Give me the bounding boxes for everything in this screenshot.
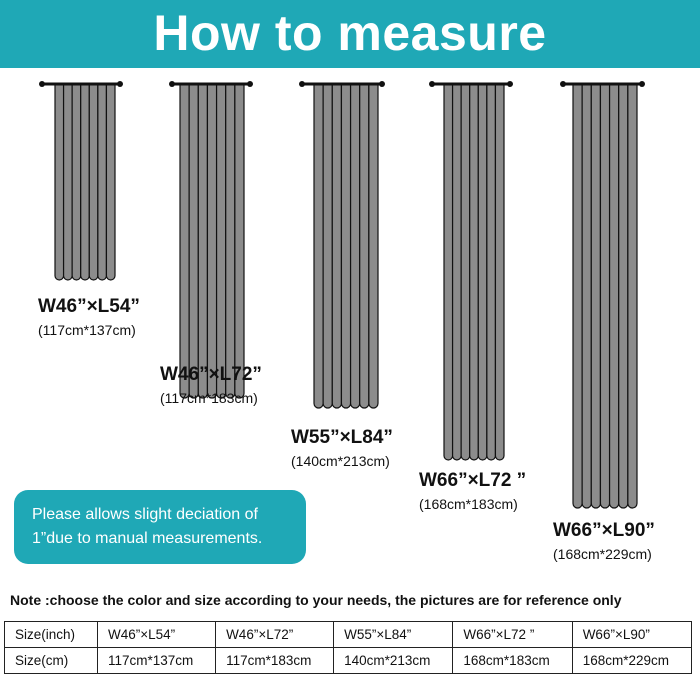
rod-finial	[117, 81, 123, 87]
curtain-fold	[55, 84, 64, 280]
curtain-cm-label: (140cm*213cm)	[291, 453, 390, 469]
curtain-fold	[98, 84, 107, 280]
curtain-fold	[610, 84, 619, 508]
table-cell: W46”×L54”	[98, 622, 216, 648]
table-cell: 140cm*213cm	[334, 648, 453, 674]
curtain-fold	[106, 84, 115, 280]
curtain-fold	[207, 84, 216, 398]
curtain-cm-label: (168cm*183cm)	[419, 496, 518, 512]
rod-finial	[247, 81, 253, 87]
curtain-fold	[591, 84, 600, 508]
curtain-fold	[314, 84, 323, 408]
rod-finial	[379, 81, 385, 87]
table-row	[5, 622, 692, 648]
curtain-fold	[180, 84, 189, 398]
curtain-fold	[341, 84, 350, 408]
table-cell: 117cm*137cm	[98, 648, 216, 674]
curtain-fold	[351, 84, 360, 408]
measurement-notice	[14, 490, 306, 564]
curtain-panel	[169, 81, 253, 398]
table-cell: 168cm*183cm	[453, 648, 572, 674]
rod-finial	[639, 81, 645, 87]
curtain-cm-label: (168cm*229cm)	[553, 546, 652, 562]
table-cell: W66”×L90”	[572, 622, 691, 648]
curtain-fold	[444, 84, 453, 460]
curtain-panel	[39, 81, 123, 280]
curtain-cm-label: (117cm*183cm)	[160, 390, 258, 406]
curtain-size-label: W46”×L54”	[38, 296, 140, 317]
rod-finial	[169, 81, 175, 87]
curtain-fold	[226, 84, 235, 398]
reference-note: Note :choose the color and size according to your needs, the pictures are for reference only	[10, 592, 622, 608]
curtain-fold	[72, 84, 81, 280]
size-table	[4, 621, 692, 674]
notice-line-1: Please allows slight deciation of	[32, 506, 258, 523]
curtain-fold	[600, 84, 609, 508]
rod-finial	[560, 81, 566, 87]
curtain-fold	[495, 84, 504, 460]
curtain-fold	[235, 84, 244, 398]
table-row	[5, 648, 692, 674]
table-cell: 117cm*183cm	[216, 648, 334, 674]
curtain-fold	[64, 84, 73, 280]
curtain-panel	[299, 81, 385, 408]
curtain-fold	[360, 84, 369, 408]
curtain-fold	[461, 84, 470, 460]
table-cell: Size(cm)	[5, 648, 98, 674]
table-cell: 168cm*229cm	[572, 648, 691, 674]
curtain-size-label: W66”×L72 ”	[419, 470, 527, 491]
curtain-fold	[89, 84, 98, 280]
page-title: How to measure	[153, 5, 547, 61]
table-cell: W66”×L72 ”	[453, 622, 572, 648]
curtain-fold	[573, 84, 582, 508]
curtain-panel	[429, 81, 513, 460]
curtain-fold	[619, 84, 628, 508]
rod-finial	[429, 81, 435, 87]
notice-line-2: 1”due to manual measurements.	[32, 530, 263, 547]
table-cell: W46”×L72”	[216, 622, 334, 648]
curtain-fold	[189, 84, 198, 398]
table-cell: Size(inch)	[5, 622, 98, 648]
curtain-size-label: W55”×L84”	[291, 427, 393, 448]
curtain-size-label: W46”×L72”	[160, 364, 262, 385]
curtain-fold	[487, 84, 496, 460]
curtain-fold	[332, 84, 341, 408]
curtain-fold	[81, 84, 90, 280]
curtain-fold	[628, 84, 637, 508]
rod-finial	[507, 81, 513, 87]
curtain-size-label: W66”×L90”	[553, 520, 655, 541]
curtain-fold	[582, 84, 591, 508]
table-cell: W55”×L84”	[334, 622, 453, 648]
curtain-fold	[198, 84, 207, 398]
curtain-fold	[470, 84, 479, 460]
curtain-fold	[453, 84, 462, 460]
curtain-fold	[369, 84, 378, 408]
curtain-fold	[478, 84, 487, 460]
rod-finial	[39, 81, 45, 87]
curtain-cm-label: (117cm*137cm)	[38, 322, 136, 338]
curtain-panel	[560, 81, 645, 508]
curtain-fold	[323, 84, 332, 408]
rod-finial	[299, 81, 305, 87]
curtain-fold	[217, 84, 226, 398]
